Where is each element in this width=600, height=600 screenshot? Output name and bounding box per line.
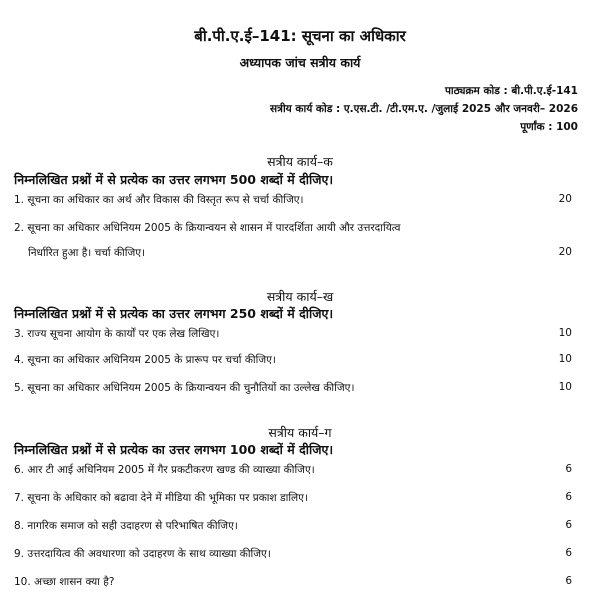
question-9 xyxy=(14,547,534,561)
question-text: राज्य सूचना आयोग के कार्यों पर एक लेख लिखिए। xyxy=(27,328,220,340)
question-6 xyxy=(14,463,534,477)
section-a-instruction: निम्नलिखित प्रश्नों में से प्रत्येक का उत्तर लगभग 500 शब्दों में दीजिए। xyxy=(14,172,334,187)
question-text: सूचना का अधिकार अधिनियम 2005 के क्रियान्वयन की चुनौतियों का उल्लेख कीजिए। xyxy=(27,382,355,394)
document-subtitle: अध्यापक जांच सत्रीय कार्य xyxy=(239,55,361,70)
section-b-title: सत्रीय कार्य–ख xyxy=(266,289,334,304)
question-text: नागरिक समाज को सही उदाहरण से परिभाषित कीजिए। xyxy=(27,520,238,532)
question-text: सूचना का अधिकार अधिनियम 2005 के प्रारूप पर चर्चा कीजिए। xyxy=(27,354,276,366)
question-number: 9. xyxy=(14,548,25,560)
question-text: सूचना का अधिकार का अर्थ और विकास की विस्तृत रूप से चर्चा कीजिए। xyxy=(27,194,304,206)
question-2 xyxy=(14,221,534,235)
section-c-title: सत्रीय कार्य–ग xyxy=(268,425,332,440)
question-text: अच्छा शासन क्या है? xyxy=(34,576,115,588)
question-number: 7. xyxy=(14,492,25,504)
question-number: 6. xyxy=(14,464,25,476)
question-marks: 10 xyxy=(558,327,572,339)
question-number: 8. xyxy=(14,520,25,532)
question-text: उत्तरदायित्व की अवधारणा को उदाहरण के साथ व्याख्या कीजिए। xyxy=(27,548,271,560)
question-1 xyxy=(14,193,534,207)
question-text: आर टी आई अधिनियम 2005 में गैर प्रकटीकरण खण्ड की व्याख्या कीजिए। xyxy=(27,464,315,476)
question-marks: 10 xyxy=(558,381,572,393)
question-number: 4. xyxy=(14,354,25,366)
total-marks: पूर्णांक : 100 xyxy=(520,121,578,133)
question-marks: 20 xyxy=(558,193,572,205)
question-marks: 6 xyxy=(565,547,572,559)
section-a-title: सत्रीय कार्य–क xyxy=(267,154,333,169)
document-title: बी.पी.ए.ई–141: सूचना का अधिकार xyxy=(194,27,406,45)
question-marks: 20 xyxy=(558,246,572,258)
question-10 xyxy=(14,575,534,589)
question-number: 3. xyxy=(14,328,25,340)
question-number: 10. xyxy=(14,576,31,588)
question-marks: 6 xyxy=(565,491,572,503)
question-marks: 6 xyxy=(565,575,572,587)
question-text: सूचना का अधिकार अधिनियम 2005 के क्रियान्वयन से शासन में पारदर्शिता आयी और उत्तरदायित्व xyxy=(27,222,401,234)
section-b-instruction: निम्नलिखित प्रश्नों में से प्रत्येक का उत्तर लगभग 250 शब्दों में दीजिए। xyxy=(14,306,334,321)
question-marks: 10 xyxy=(558,353,572,365)
question-8 xyxy=(14,519,534,533)
question-number: 5. xyxy=(14,382,25,394)
section-c-instruction: निम्नलिखित प्रश्नों में से प्रत्येक का उत्तर लगभग 100 शब्दों में दीजिए। xyxy=(14,442,334,457)
question-marks: 6 xyxy=(565,519,572,531)
question-7 xyxy=(14,491,534,505)
question-3 xyxy=(14,327,534,341)
question-text: सूचना के अधिकार को बढावा देने में मीडिया की भूमिका पर प्रकाश डालिए। xyxy=(27,492,308,504)
question-5 xyxy=(14,381,534,395)
question-number: 2. xyxy=(14,222,25,234)
course-code: पाठ्यक्रम कोड : बी.पी.ए.ई-141 xyxy=(444,85,578,97)
question-2-continued: निर्धारित हुआ है। चर्चा कीजिए। xyxy=(28,247,146,259)
assignment-code: सत्रीय कार्य कोड : ए.एस.टी. /टी.एम.ए. /जुलाई 2025 और जनवरी– 2026 xyxy=(270,103,578,115)
question-number: 1. xyxy=(14,194,25,206)
question-4 xyxy=(14,353,534,367)
question-marks: 6 xyxy=(565,463,572,475)
